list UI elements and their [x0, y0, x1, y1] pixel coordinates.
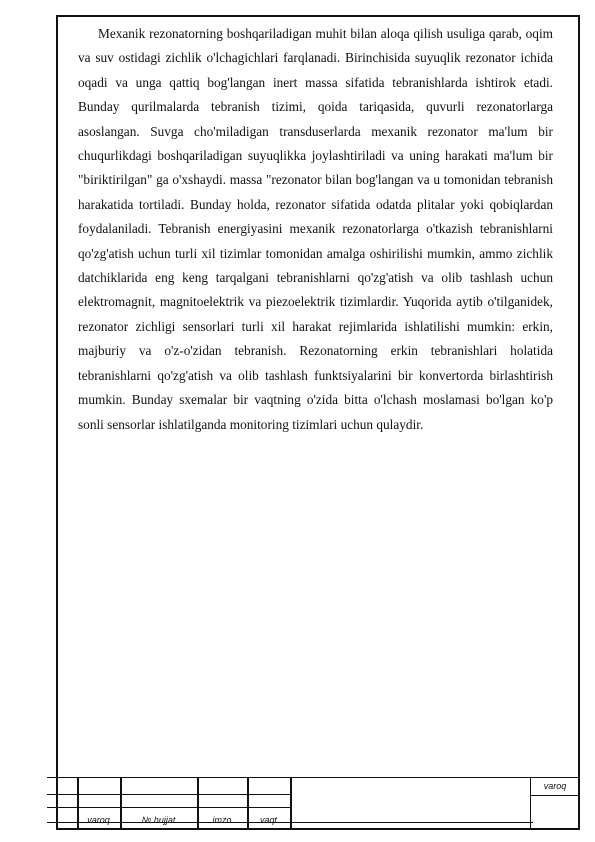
body-paragraph: Mexanik rezonatorning boshqariladigan muhit bilan aloqa qilish usuliga qarab, oqim va suv ostidagi zichlik o'lchagichlari farqlanadi. Birinchisida suyuqlik rezonator ichida oqadi va unga qattiq bog'langan inert massa sifatida tebranishlarda ishtirok etadi. Bunday qurilmalarda tebranish tizimi, qoida tariqasida, quvurli rezonatorlarga asoslangan. Suvga cho'miladigan transduserlarda mexanik rezonator ma'lum bir chuqurlikdagi boshqariladigan suyuqlikka joylashtiriladi va uning harakati ma'lum bir "biriktirilgan" ga o'xshaydi. massa "rezonator bilan bog'langan va u tomonidan tebranish harakatida tortiladi. Bunday holda, rezonator sifatida odatda plitalar yoki qobiqlardan foydalaniladi. Tebranish energiyasini mexanik rezonatorlarga o'tkazish tebranishlarni qo'zg'atish uchun turli xil tizimlar tomonidan amalga oshirilishi mumkin, ammo zichlik datchiklarida eng keng tarqalgani tebranishlarni qo'zg'atish va olib tashlash uchun elektromagnit, magnitoelektrik va piezoelektrik tizimlardir. Yuqorida aytib o'tilganidek, rezonator zichligi sensorlari turli xil harakat rejimlarida ishlatilishi mumkin: erkin, majburiy va o'z-o'zidan tebranish. Rezonatorning erkin tebranishlari holatida tebranishlarni qo'zg'atish va olib tashlash funktsiyalarini bir konvertorda birlashtirish mumkin. Bunday sxemalar bir vaqtning o'zida bitta o'lchash moslamasi bo'lgan ko'p sonli sensorlar ishlatilganda monitoring tizimlari uchun qulaydir.: [78, 26, 553, 432]
col-vaqt-label: vaqt: [259, 815, 277, 825]
col-varoq-label: varoq: [87, 815, 110, 825]
col-imzo-label: imzo: [212, 815, 232, 825]
sheet-number-box: [530, 778, 578, 830]
title-block: [47, 777, 580, 830]
title-block-grid: [47, 778, 291, 830]
sheet-label: varoq: [543, 781, 567, 791]
col-hujjat-label: № hujjat: [141, 815, 176, 825]
